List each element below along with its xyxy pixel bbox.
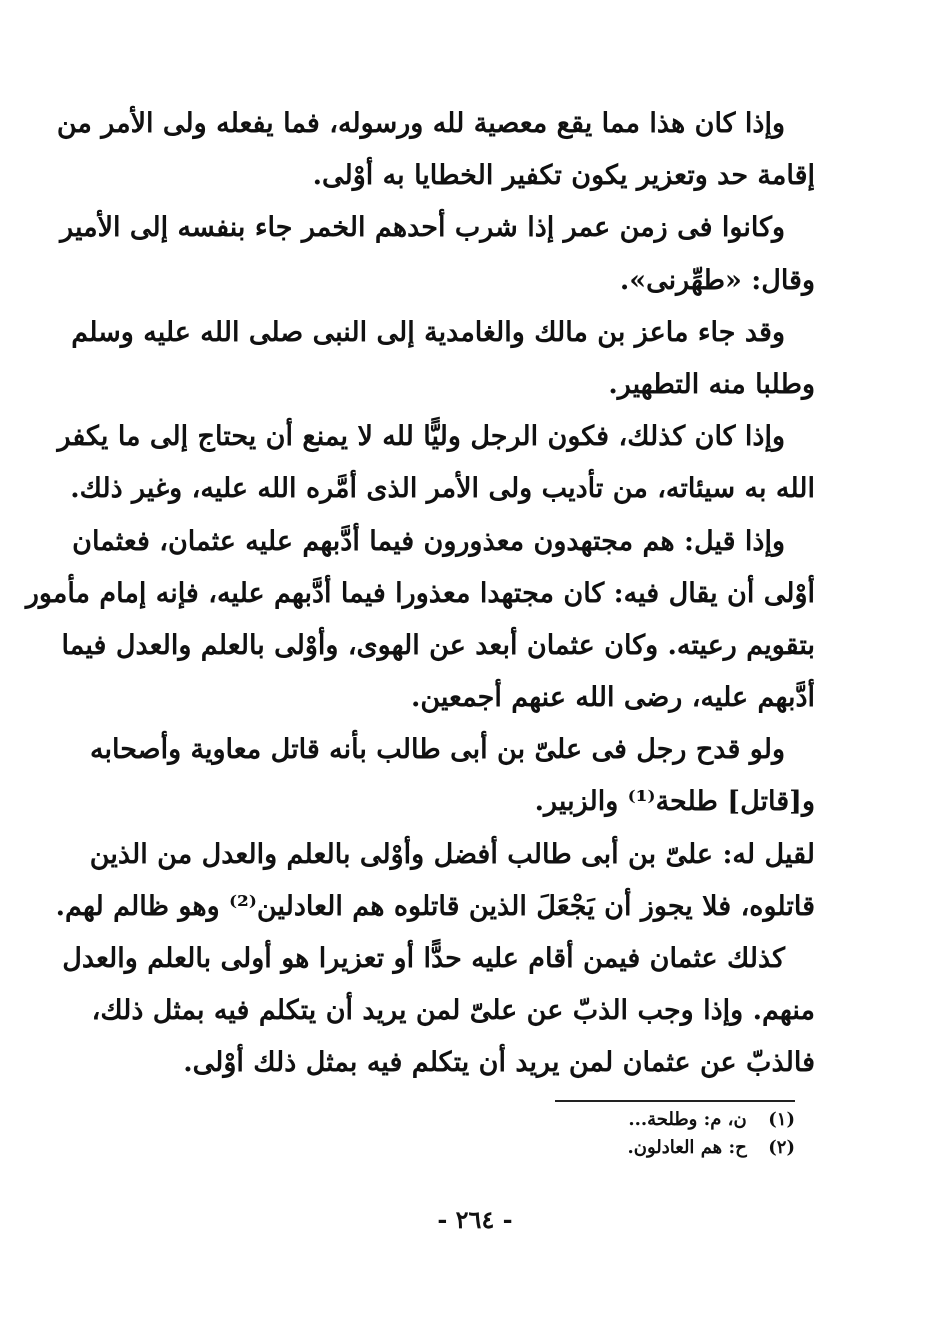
- text-line: قاتلوه، فلا يجوز أن يَجْعَلَ الذين قاتلوه هم العادلين⁽²⁾ وهو ظالم لهم.: [55, 890, 815, 922]
- text-line: وإذا كان كذلك، فكون الرجل وليًّا لله لا يمنع أن يحتاج إلى ما يكفر: [57, 421, 785, 453]
- text-line: وقد جاء ماعز بن مالك والغامدية إلى النبى صلى الله عليه وسلم: [71, 316, 785, 348]
- text-line: لقيل له: علىّ بن أبى طالب أفضل وأوْلى بالعلم والعدل من الذين: [89, 838, 815, 870]
- text-line: أدَّبهم عليه، رضى الله عنهم أجمعين.: [410, 682, 815, 714]
- footnote-item: [420, 1106, 795, 1134]
- footnote-text: ن، م: وطلحة...: [628, 1109, 747, 1130]
- footnote-item: [420, 1134, 795, 1162]
- text-line: فالذبّ عن عثمان لمن يريد أن يتكلم فيه بمثل ذلك أوْلى.: [183, 1047, 815, 1079]
- page-number: - ٢٦٤ -: [437, 1205, 513, 1234]
- text-line: منهم. وإذا وجب الذبّ عن علىّ لمن يريد أن يتكلم فيه بمثل ذلك،: [91, 995, 815, 1027]
- text-line: إقامة حد وتعزير يكون تكفير الخطايا به أوْلى.: [312, 160, 815, 192]
- text-line: الله به سيئاته، من تأديب ولى الأمر الذى أمَّره الله عليه، وغير ذلك.: [70, 473, 815, 505]
- footnote-number: (١): [768, 1109, 795, 1130]
- footnote-text: ح: هم العادلون.: [627, 1137, 747, 1158]
- text-line: وقال: «طهِّرنى».: [619, 264, 815, 296]
- text-line: وإذا كان هذا مما يقع معصية لله ورسوله، فما يفعله ولى الأمر من: [56, 108, 785, 139]
- text-line: و[قاتل] طلحة⁽¹⁾ والزبير.: [534, 786, 815, 818]
- footnotes: [420, 1106, 795, 1162]
- text-line: وكانوا فى زمن عمر إذا شرب أحدهم الخمر جاء بنفسه إلى الأمير: [60, 212, 785, 244]
- footnote-number: (٢): [768, 1137, 795, 1158]
- text-line: أوْلى أن يقال فيه: كان مجتهدا معذورا فيما أدَّبهم عليه، فإنه إمام مأمور: [25, 577, 815, 609]
- text-line: كذلك عثمان فيمن أقام عليه حدًّا أو تعزيرا هو أولى بالعلم والعدل: [62, 943, 785, 974]
- footnote-divider: [555, 1100, 795, 1102]
- text-line: ولو قدح رجل فى علىّ بن أبى طالب بأنه قاتل معاوية وأصحابه: [90, 734, 785, 766]
- main-text: [25, 98, 815, 1090]
- text-line: بتقويم رعيته. وكان عثمان أبعد عن الهوى، وأوْلى بالعلم والعدل فيما: [61, 629, 815, 661]
- text-line: وطلبا منه التطهير.: [608, 368, 815, 400]
- text-line: وإذا قيل: هم مجتهدون معذورون فيما أدَّبهم عليه عثمان، فعثمان: [72, 525, 785, 557]
